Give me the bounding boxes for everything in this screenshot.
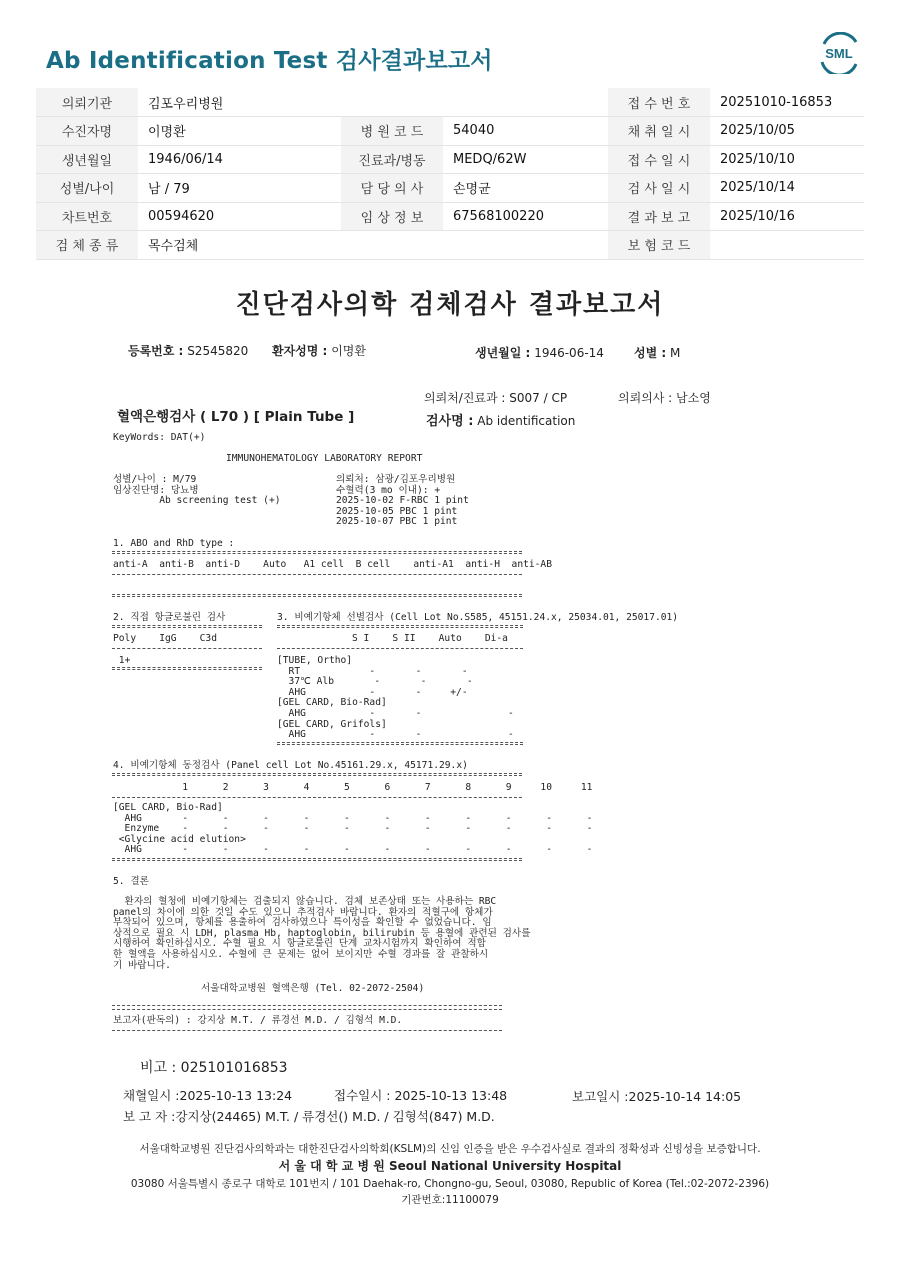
divider [112,667,262,670]
screening-columns: S I S II Auto Di-a [352,633,508,644]
panel-results: [GEL CARD, Bio-Rad] AHG - - - - - - - - - - - Enzyme - - - - - - - - - - - <Glycine acid elution> AHG - - - - - - - - - - - [113,802,593,856]
birth-date: 생년월일 : 1946-06-14 [475,346,604,360]
referring-department: 의뢰처/진료과 : S007 / CP [424,391,568,405]
keywords: KeyWords: DAT(+) [113,432,206,443]
divider [112,594,522,597]
dat-values: 1+ [113,655,131,666]
divider [112,858,522,861]
referring-doctor: 의뢰의사 : 남소영 [618,391,711,405]
label-dob: 생년월일 [36,145,138,174]
registration-number: 등록번호 : S2545820 [128,344,249,358]
divider [112,574,522,575]
value-empty [443,88,608,117]
value-requesting-org: 김포우리병원 [138,88,341,117]
sex: 성별 : M [634,346,681,360]
institution-number: 기관번호:11100079 [401,1194,499,1206]
value-chart-no: 00594620 [138,202,341,231]
value-insurance-code [710,231,864,260]
referral-transfusion-block: 의뢰처: 삼광/김포우리병원 수혈력(3 mo 이내): + 2025-10-02 F-RBC 1 pint 2025-10-05 PBC 1 pint 2025-10-07 PBC 1 pint [336,474,469,528]
table-row [36,117,864,146]
label-clinical-info: 임 상 정 보 [341,202,443,231]
conclusion-title: 5. 결론 [113,876,149,887]
test-category: 혈액은행검사 ( L70 ) [ Plain Tube ] [117,409,355,425]
label-specimen-type: 검 체 종 류 [36,231,138,260]
report-time: 보고일시 :2025-10-14 14:05 [572,1089,742,1104]
divider [277,625,523,628]
hospital-address: 03080 서울특별시 종로구 대학로 101번지 / 101 Daehak-ro, Chongno-gu, Seoul, 03080, Republic of Korea (Tel.:02-2072-2396) [130,1178,770,1190]
sml-logo-icon [816,32,862,74]
reporters: 보 고 자 :강지상(24465) M.T. / 류경선() M.D. / 김형석(847) M.D. [123,1109,495,1124]
label-doctor: 담 당 의 사 [341,174,443,203]
screening-results: [TUBE, Ortho] RT - - - 37℃ Alb - - - AHG - - +/- [GEL CARD, Bio-Rad] AHG - - - [GEL CARD, Grifols] AHG - - - [277,655,514,741]
table-row [36,145,864,174]
label-hospital-code: 병 원 코 드 [341,117,443,146]
table-row [36,174,864,203]
logo-text: SML [825,46,853,61]
label-empty [341,88,443,117]
label-collection-date: 채 취 일 시 [608,117,710,146]
value-receipt-no: 20251010-16853 [710,88,864,117]
value-specimen-type: 목수검체 [138,231,341,260]
value-doctor: 손명균 [443,174,608,203]
label-chart-no: 차트번호 [36,202,138,231]
label-test-date: 검 사 일 시 [608,174,710,203]
patient-clinical-block: 성별/나이 : M/79 임상진단명: 당뇨병 Ab screening test (+) [113,474,281,507]
dat-columns: Poly IgG C3d [113,633,217,644]
value-hospital-code: 54040 [443,117,608,146]
patient-info-table [36,88,864,260]
panel-section-title: 4. 비예기항체 동정검사 (Panel cell Lot No.45161.29.x, 45171.29.x) [113,760,468,771]
divider [112,797,522,798]
label-patient-name: 수진자명 [36,117,138,146]
lab-report-heading: IMMUNOHEMATOLOGY LABORATORY REPORT [226,453,423,464]
abo-section-title: 1. ABO and RhD type : [113,538,235,549]
note: 비고 : 025101016853 [140,1060,288,1076]
abo-columns: anti-A anti-B anti-D Auto A1 cell B cell anti-A1 anti-H anti-AB [113,559,552,570]
lab-reporters: 보고자(판독의) : 강지상 M.T. / 류경선 M.D. / 김형석 M.D. [113,1015,403,1026]
label-receipt-no: 접 수 번 호 [608,88,710,117]
table-row [36,202,864,231]
table-row [36,231,864,260]
screening-section-title: 3. 비예기항체 선별검사 (Cell Lot No.S585, 45151.24.x, 25034.01, 25017.01) [277,612,679,623]
dat-section-title: 2. 직접 항글로불린 검사 [113,612,226,623]
value-collection-date: 2025/10/05 [710,117,864,146]
patient-name: 환자성명 : 이명환 [272,344,366,358]
divider [112,648,262,649]
hospital-name: 서 울 대 학 교 병 원 Seoul National University Hospital [278,1159,622,1173]
divider [112,1005,502,1006]
divider [112,1030,502,1031]
divider [112,551,522,554]
receipt-time: 접수일시 : 2025-10-13 13:48 [334,1088,508,1103]
certification-statement: 서울대학교병원 진단검사의학과는 대한진단검사의학회(KSLM)의 신임 인증을 받은 우수검사실로 결과의 정확성과 신빙성을 보증합니다. [139,1143,761,1155]
conclusion-text: 환자의 혈청에 비예기항체는 검출되지 않습니다. 검체 보존상태 또는 사용하는 RBC panel의 차이에 의한 것일 수도 있으니 추적검사 바랍니다. 환자의 적혈구에 항체가 부착되어 있으며, 항체를 용출하여 검사하였으나 특이성을 확인할 수 없었습니다. 임 상적으로 필요 시 LDH, plasma Hb, haptoglobin, bilirubin 등 용혈에 관련된 검사를 시행하여 확인하십시오. 수혈 필요 시 항글로불린 단계 교차시험까지 확인하여 적합 한 혈액을 사용하십시오. 수혈에 큰 문제는 없어 보이지만 수혈 경과를 잘 관찰하시 기 바랍니다. [113,896,531,971]
value-dob: 1946/06/14 [138,145,341,174]
table-row [36,88,864,117]
value-receipt-date: 2025/10/10 [710,145,864,174]
divider [112,1009,502,1010]
label-department: 진료과/병동 [341,145,443,174]
label-result-report: 결 과 보 고 [608,202,710,231]
divider [277,648,523,649]
divider [112,625,262,628]
label-empty [341,231,443,260]
collection-time: 채혈일시 :2025-10-13 13:24 [123,1088,293,1103]
test-name: 검사명 : Ab identification [426,414,576,429]
panel-cell-columns: 1 2 3 4 5 6 7 8 9 10 11 [113,782,593,793]
value-sex-age: 남 / 79 [138,174,341,203]
value-patient-name: 이명환 [138,117,341,146]
divider [277,742,523,745]
label-insurance-code: 보 험 코 드 [608,231,710,260]
divider [112,773,522,776]
value-result-report: 2025/10/16 [710,202,864,231]
report-title: Ab Identification Test 검사결과보고서 [46,48,493,74]
label-sex-age: 성별/나이 [36,174,138,203]
value-clinical-info: 67568100220 [443,202,608,231]
document-title: 진단검사의학 검체검사 결과보고서 [235,290,665,320]
value-empty [443,231,608,260]
value-department: MEDQ/62W [443,145,608,174]
label-receipt-date: 접 수 일 시 [608,145,710,174]
label-requesting-org: 의뢰기관 [36,88,138,117]
blood-bank-contact: 서울대학교병원 혈액은행 (Tel. 02-2072-2504) [201,983,425,994]
value-test-date: 2025/10/14 [710,174,864,203]
